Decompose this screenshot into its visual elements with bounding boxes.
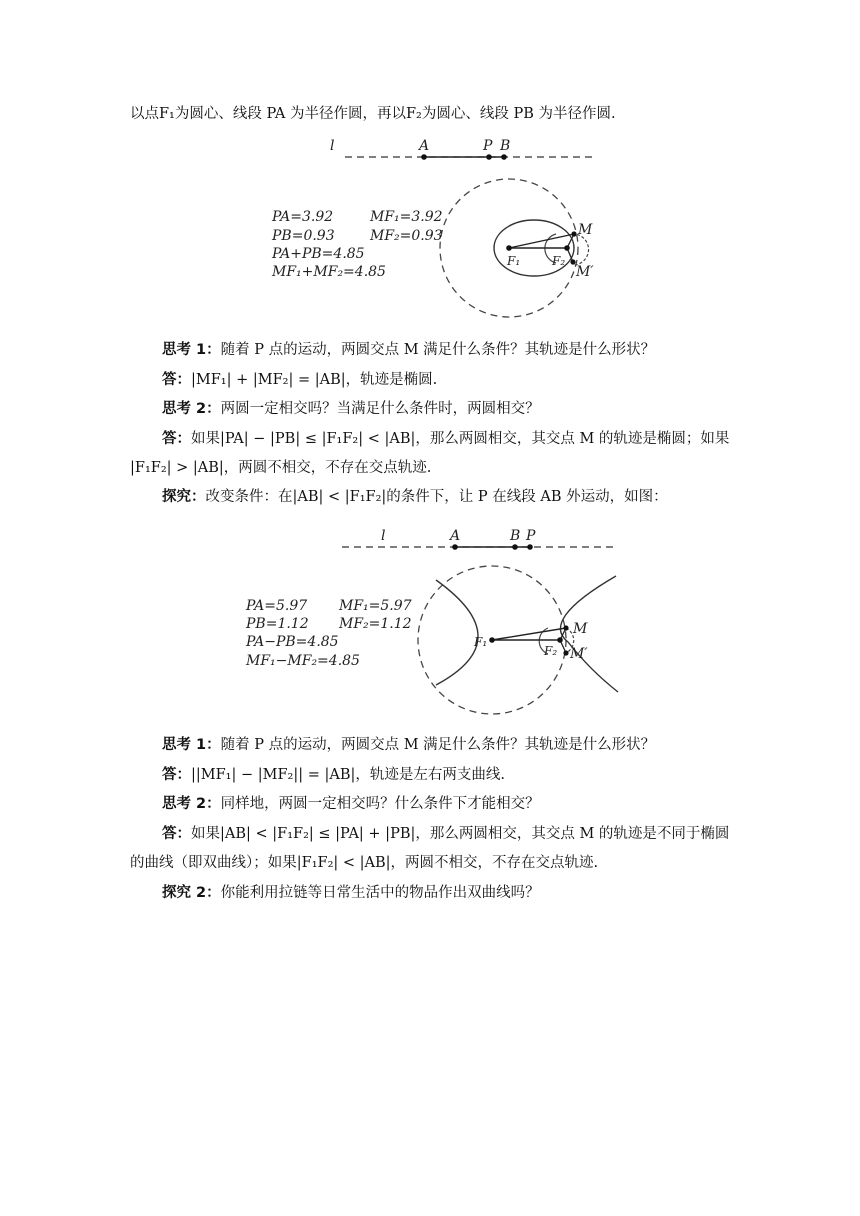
fig2-label-m: M [573, 621, 588, 637]
fig2-label-m-prime: M′ [570, 646, 588, 662]
p1-answer1: 答：|MF₁| + |MF₂| = |AB|，轨迹是椭圆. [162, 372, 438, 388]
p2-question1: 思考 1：随着 P 点的运动，两圆交点 M 满足什么条件？其轨迹是什么形状？ [162, 737, 656, 753]
fig1-label-f1: F₁ [507, 254, 521, 268]
fig1-label-l: l [330, 138, 335, 154]
fig2-label-b: B [510, 528, 521, 544]
fig1-mf2: MF₂=0.93 [370, 228, 443, 244]
fig2-label-f1: F₁ [474, 635, 488, 649]
fig2-pb: PB=1.12 [246, 616, 309, 632]
fig1-label-b: B [500, 138, 511, 154]
intro-text: 以点F₁为圆心、线段 PA 为半径作圆，再以F₂为圆心、线段 PB 为半径作圆. [130, 106, 616, 122]
fig1-label-m-prime: M′ [576, 264, 594, 280]
fig2-pa: PA=5.97 [246, 598, 308, 614]
fig2-pa-minus-pb: PA−PB=4.85 [246, 634, 339, 650]
fig1-label-a: A [419, 138, 430, 154]
fig1-mf1: MF₁=3.92 [370, 209, 443, 225]
p1-question1: 思考 1：随着 P 点的运动，两圆交点 M 满足什么条件？其轨迹是什么形状？ [162, 342, 656, 358]
p2-answer1: 答：||MF₁| − |MF₂|| = |AB|，轨迹是左右两支曲线. [162, 767, 505, 783]
fig2-mf2: MF₂=1.12 [339, 616, 412, 632]
fig2-label-f2: F₂ [544, 644, 558, 658]
p1-question2: 思考 2：两圆一定相交吗？当满足什么条件时，两圆相交？ [162, 401, 540, 417]
p2-answer2: 答：如果|AB| < |F₁F₂| ≤ |PA| + |PB|，那么两圆相交，其交点 M 的轨迹是不同于椭圆 [162, 826, 730, 842]
fig1-label-p: P [483, 138, 493, 154]
fig2-label-a: A [450, 528, 461, 544]
p2-answer2-cont: 的曲线（即双曲线）；如果|F₁F₂| < |AB|，两圆不相交，不存在交点轨迹. [130, 855, 599, 871]
p2-explore2: 探究 2：你能利用拉链等日常生活中的物品作出双曲线吗？ [162, 885, 540, 901]
fig2-mf-diff: MF₁−MF₂=4.85 [246, 653, 360, 669]
p1-explore: 探究：改变条件：在|AB| < |F₁F₂|的条件下，让 P 在线段 AB 外运动，如图： [162, 489, 668, 505]
fig1-pb: PB=0.93 [272, 228, 335, 244]
fig1-pa-plus-pb: PA+PB=4.85 [272, 246, 365, 262]
fig1-label-m: M [578, 222, 593, 238]
fig1-mf-sum: MF₁+MF₂=4.85 [272, 264, 386, 280]
fig2-label-l: l [381, 528, 386, 544]
p1-answer2-cont: |F₁F₂| > |AB|，两圆不相交，不存在交点轨迹. [130, 460, 432, 476]
figure-hyperbola [0, 520, 860, 740]
p2-question2: 思考 2：同样地，两圆一定相交吗？什么条件下才能相交？ [162, 796, 540, 812]
fig1-pa: PA=3.92 [272, 209, 334, 225]
fig2-mf1: MF₁=5.97 [339, 598, 412, 614]
p1-answer2: 答：如果|PA| − |PB| ≤ |F₁F₂| < |AB|，那么两圆相交，其交点 M 的轨迹是椭圆；如果 [162, 431, 730, 447]
fig1-label-f2: F₂ [552, 254, 566, 268]
fig2-label-p: P [526, 528, 536, 544]
